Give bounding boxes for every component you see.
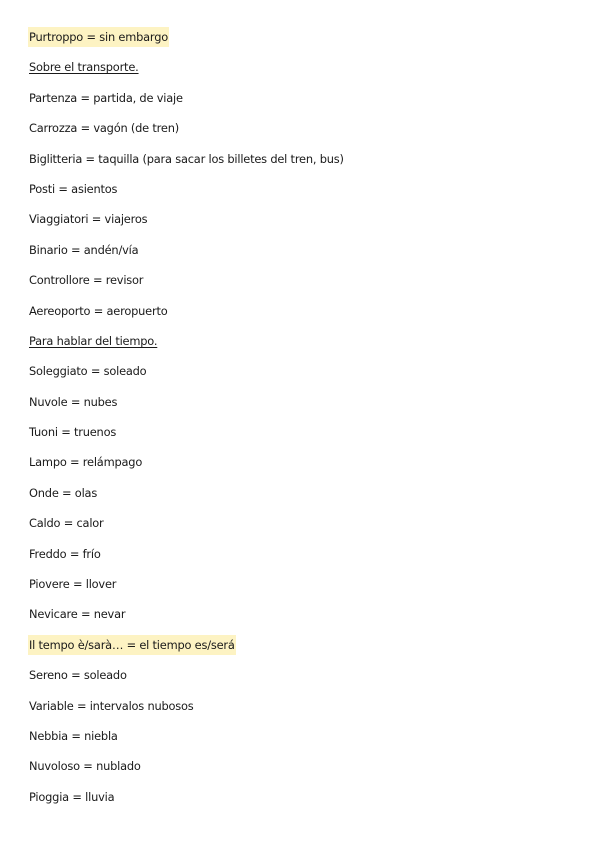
vocab-line — [28, 604, 345, 634]
line-text: Purtroppo = sin embargo — [28, 27, 169, 47]
line-text: Lampo = relámpago — [29, 455, 143, 470]
line-text: Variable = intervalos nubosos — [29, 698, 194, 713]
vocab-line — [28, 149, 345, 179]
vocab-line — [28, 27, 345, 57]
vocab-line — [28, 483, 345, 513]
vocab-line — [28, 361, 345, 391]
vocab-line — [28, 665, 345, 695]
section-heading-weather — [28, 331, 345, 361]
line-text: Para hablar del tiempo. — [29, 333, 158, 348]
line-text: Piovere = llover — [29, 577, 117, 592]
vocab-line — [28, 240, 345, 270]
line-text: Tuoni = truenos — [29, 425, 117, 440]
line-text: Biglitteria = taquilla (para sacar los billetes del tren, bus) — [29, 151, 344, 166]
line-text: Carrozza = vagón (de tren) — [29, 121, 179, 136]
line-text: Sobre el transporte. — [29, 60, 139, 75]
vocab-line — [28, 452, 345, 482]
vocab-line — [28, 118, 345, 148]
vocab-line — [28, 756, 345, 786]
line-text: Viaggiatori = viajeros — [29, 212, 148, 227]
vocab-line — [28, 574, 345, 604]
vocabulary-list — [28, 27, 345, 817]
line-text: Controllore = revisor — [29, 273, 144, 288]
vocab-line — [28, 179, 345, 209]
vocab-line — [28, 301, 345, 331]
line-text: Nevicare = nevar — [29, 607, 126, 622]
line-text: Sereno = soleado — [29, 668, 127, 683]
vocab-line — [28, 787, 345, 817]
vocab-line — [28, 392, 345, 422]
vocab-line — [28, 209, 345, 239]
line-text: Caldo = calor — [29, 516, 104, 531]
line-text: Partenza = partida, de viaje — [29, 90, 183, 105]
line-text: Nebbia = niebla — [29, 728, 118, 743]
line-text: Nuvoloso = nublado — [29, 759, 141, 774]
vocab-line — [28, 422, 345, 452]
vocab-line — [28, 544, 345, 574]
line-text: Soleggiato = soleado — [29, 364, 147, 379]
line-text: Il tempo è/sarà… = el tiempo es/será — [28, 635, 236, 655]
line-text: Binario = andén/vía — [29, 242, 139, 257]
line-text: Pioggia = lluvia — [29, 789, 115, 804]
line-text: Aereoporto = aeropuerto — [29, 303, 168, 318]
vocab-line — [28, 88, 345, 118]
section-heading-transport — [28, 57, 345, 87]
vocab-line — [28, 270, 345, 300]
vocab-line — [28, 726, 345, 756]
vocab-line — [28, 635, 345, 665]
line-text: Nuvole = nubes — [29, 394, 118, 409]
line-text: Onde = olas — [29, 485, 98, 500]
vocab-line — [28, 513, 345, 543]
line-text: Posti = asientos — [29, 181, 118, 196]
line-text: Freddo = frío — [29, 546, 101, 561]
vocab-line — [28, 696, 345, 726]
